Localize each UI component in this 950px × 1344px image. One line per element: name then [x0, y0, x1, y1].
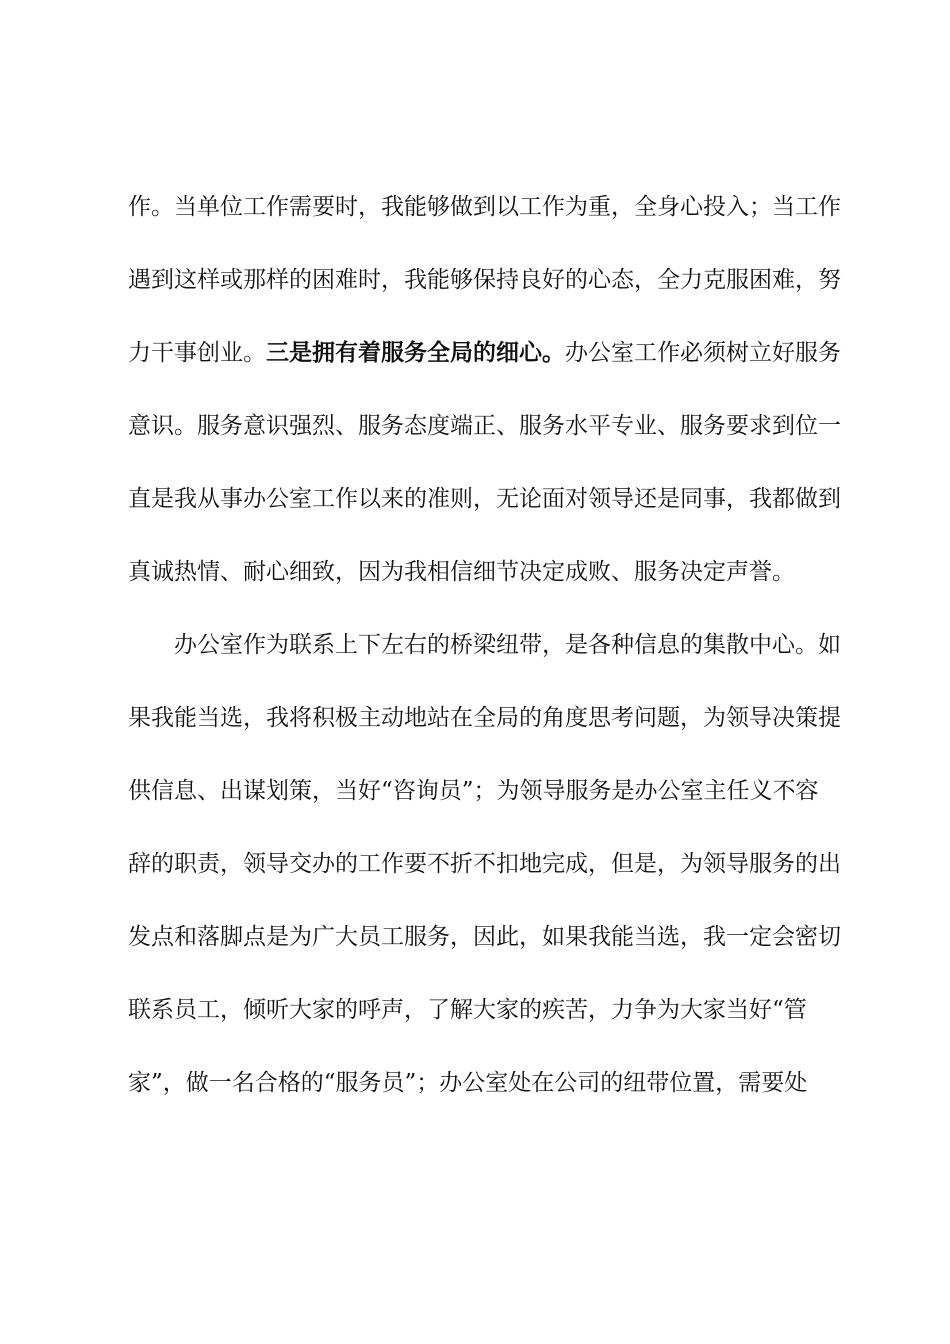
- body-text: [128, 186, 841, 1135]
- text-run: 力干事创业。: [128, 340, 266, 366]
- text-run: 办公室工作必须树立好服务: [565, 340, 841, 366]
- text-line: 遇到这样或那样的困难时，我能够保持良好的心态，全力克服困难，努: [128, 267, 841, 293]
- text-line: 家”，做一名合格的“服务员”；办公室处在公司的纽带位置，需要处: [128, 1070, 808, 1096]
- text-line: 发点和落脚点是为广大员工服务，因此，如果我能当选，我一定会密切: [128, 924, 841, 950]
- text-line: 直是我从事办公室工作以来的准则，无论面对领导还是同事，我都做到: [128, 486, 841, 512]
- paragraph-first-line: 办公室作为联系上下左右的桥梁纽带，是各种信息的集散中心。如: [174, 632, 841, 658]
- text-line: [128, 332, 841, 405]
- bold-point-heading: 三是拥有着服务全局的细心。: [266, 339, 565, 366]
- text-line: 意识。服务意识强烈、服务态度端正、服务水平专业、服务要求到位一: [128, 413, 841, 439]
- text-line: 供信息、出谋划策，当好“咨询员”；为领导服务是办公室主任义不容: [128, 778, 819, 804]
- text-line: 作。当单位工作需要时，我能够做到以工作为重，全身心投入；当工作: [128, 194, 841, 220]
- text-line: 真诚热情、耐心细致，因为我相信细节决定成败、服务决定声誉。: [128, 559, 795, 585]
- text-line: 联系员工，倾听大家的呼声，了解大家的疾苦，力争为大家当好“管: [128, 997, 807, 1023]
- text-line: 辞的职责，领导交办的工作要不折不扣地完成，但是，为领导服务的出: [128, 851, 841, 877]
- text-line: 果我能当选，我将积极主动地站在全局的角度思考问题，为领导决策提: [128, 705, 841, 731]
